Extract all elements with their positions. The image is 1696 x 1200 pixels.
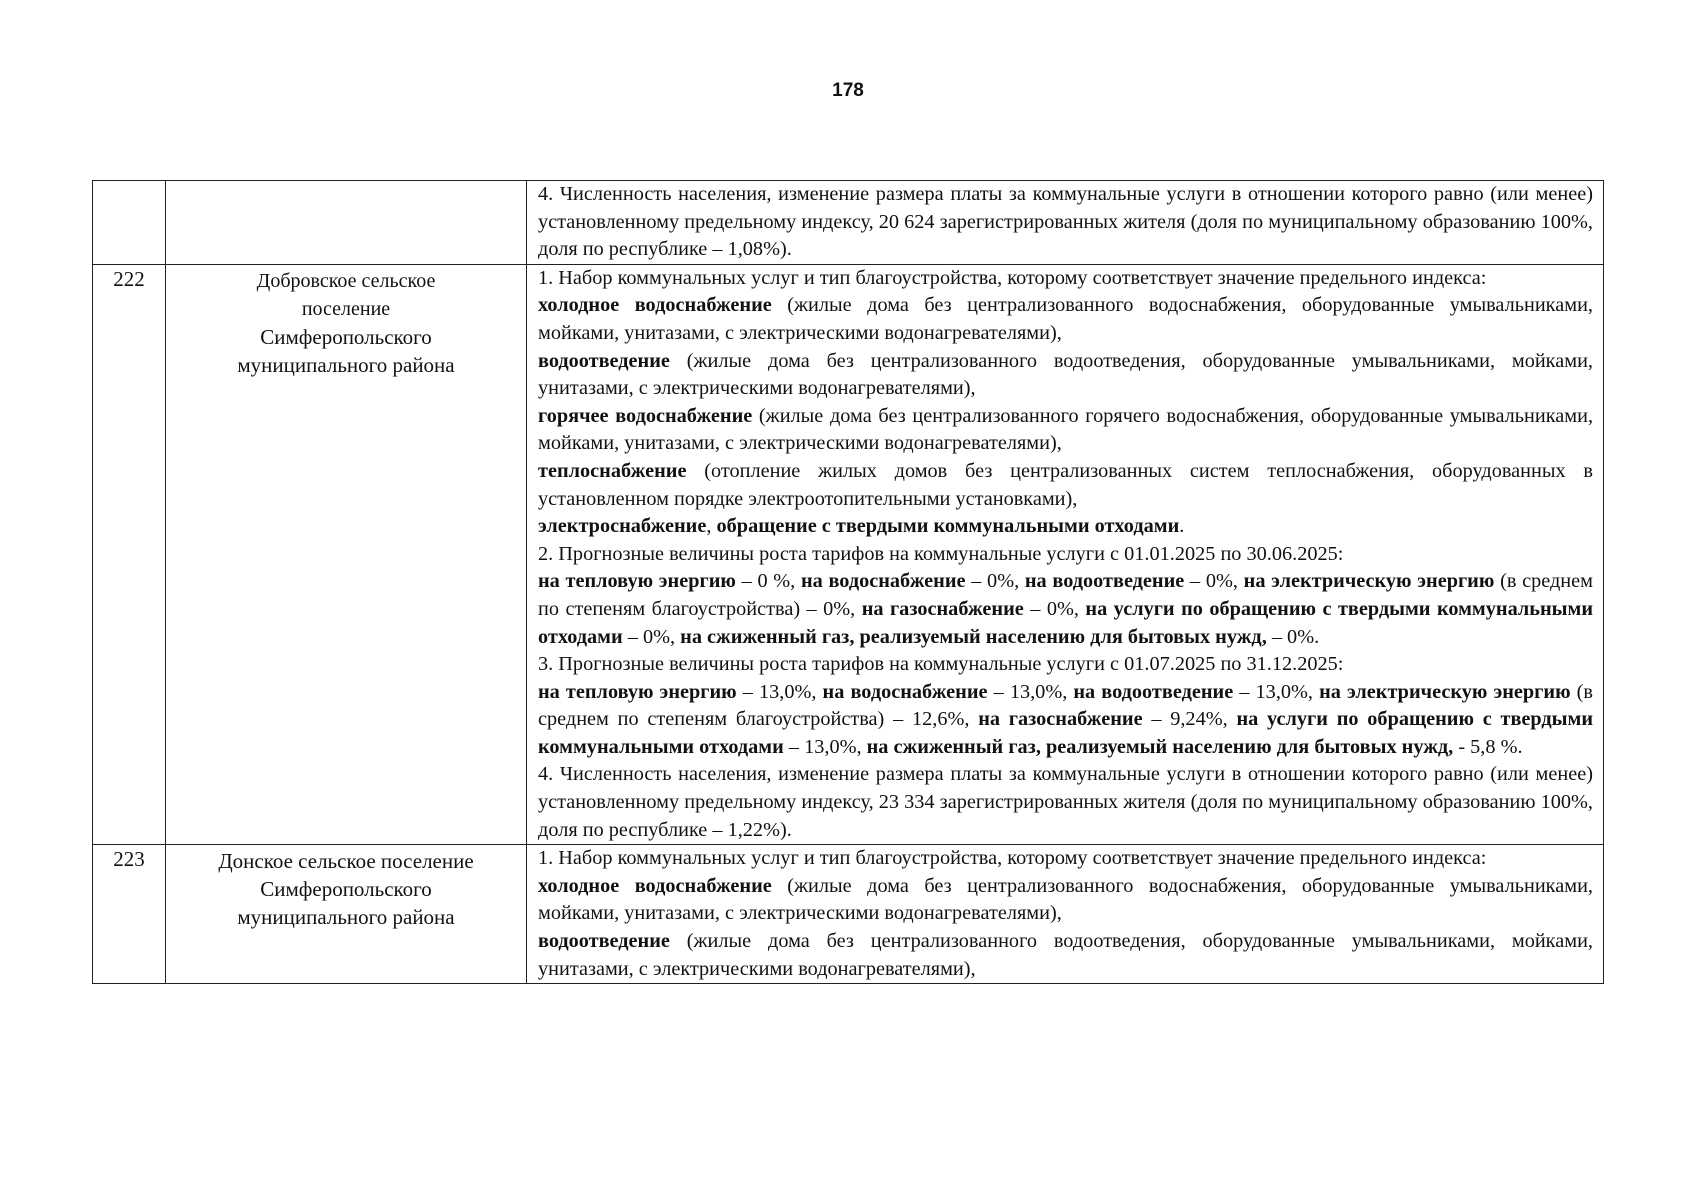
bold-term: на газоснабжение <box>861 597 1024 620</box>
settlement-name-line: Симферопольского <box>260 877 432 902</box>
table-body <box>93 181 1604 984</box>
details-paragraph <box>538 568 1593 651</box>
bold-term: водоотведение <box>538 349 670 372</box>
bold-term: на услуги по обращению с твердыми коммунальными отходами <box>538 708 1594 758</box>
text-run: 4. Численность населения, изменение размера платы за коммунальные услуги в отношении которого равно (или менее) установленному предельному индексу, 20 624 зарегистрированных жителя (доля по муниципальному образованию 100%, доля по республике – 1,08%). <box>538 183 1593 261</box>
bold-term: на услуги по обращению с твердыми коммунальными отходами <box>538 597 1594 648</box>
settlement-name-line: поселение <box>301 297 391 320</box>
settlement-name-cell <box>166 264 527 844</box>
details-paragraph <box>538 348 1593 403</box>
text-run: – 0%. <box>1266 625 1320 648</box>
bold-term: на водоотведение <box>1073 680 1234 703</box>
details-paragraph <box>538 265 1593 293</box>
bold-term: на электрическую энергию <box>1319 680 1571 703</box>
text-run: (в среднем по степеням благоустройства) – 0%, <box>538 570 1593 620</box>
text-run: (жилые дома без централизованного горячего водоснабжения, оборудованные умывальниками, мойками, унитазами, с электрическими водонагревателями), <box>538 404 1594 455</box>
tariff-details-cell <box>527 845 1604 984</box>
text-run: (жилые дома без централизованного водоотведения, оборудованные умывальниками, мойками, унитазами, с электрическими водонагревателями), <box>538 349 1593 400</box>
details-paragraph <box>538 651 1593 679</box>
text-run: – 13,0%, <box>987 680 1074 703</box>
page-number: 178 <box>832 80 864 101</box>
text-run: 3. Прогнозные величины роста тарифов на коммунальные услуги с 01.07.2025 по 31.12.2025: <box>538 653 1344 676</box>
details-paragraph <box>538 679 1593 762</box>
row-number-cell: 223 <box>93 845 166 984</box>
text-run: 1. Набор коммунальных услуг и тип благоустройства, которому соответствует значение предельного индекса: <box>538 847 1487 870</box>
settlement-name-line: муниципального района <box>237 905 455 930</box>
text-run: (жилые дома без централизованного водоснабжения, оборудованные умывальниками, мойками, унитазами, с электрическими водонагревателями), <box>538 294 1593 344</box>
details-paragraph <box>538 541 1593 569</box>
bold-term: на тепловую энергию <box>538 570 736 593</box>
table-row <box>93 264 1604 844</box>
bold-term: на сжиженный газ, реализуемый населению для бытовых нужд, <box>680 625 1267 648</box>
table-row <box>93 845 1604 984</box>
bold-term: на электрическую энергию <box>1243 570 1495 593</box>
settlement-name-cell <box>166 845 527 984</box>
details-paragraph <box>538 458 1593 513</box>
details-paragraph <box>538 845 1593 873</box>
text-run: – 0 %, <box>735 570 801 593</box>
bold-term: холодное водоснабжение <box>538 294 772 317</box>
table-row <box>93 181 1604 265</box>
settlement-name-line: Симферопольского <box>260 324 432 349</box>
details-paragraph <box>538 403 1593 458</box>
text-run: – 9,24%, <box>1142 708 1237 731</box>
tariff-details-cell <box>527 181 1604 265</box>
text-run: (отопление жилых домов без централизованных систем теплоснабжения, оборудованных в установленном порядке электроотопительными установками), <box>538 459 1593 510</box>
details-paragraph <box>538 181 1593 264</box>
bold-term: холодное водоснабжение <box>538 874 772 897</box>
text-run: 4. Численность населения, изменение размера платы за коммунальные услуги в отношении которого равно (или менее) установленному предельному индексу, 23 334 зарегистрированных жителя (доля по муниципальному образованию 100%, доля по республике – 1,22%). <box>538 763 1593 841</box>
text-run: - 5,8 %. <box>1453 735 1523 758</box>
row-number-cell: 222 <box>93 264 166 844</box>
text-run: (жилые дома без централизованного водоотведения, оборудованные умывальниками, мойками, унитазами, с электрическими водонагревателями), <box>538 930 1593 980</box>
settlement-name-line: муниципального района <box>237 352 455 377</box>
bold-term: горячее водоснабжение <box>538 404 753 427</box>
text-run: (жилые дома без централизованного водоснабжения, оборудованные умывальниками, мойками, унитазами, с электрическими водонагревателями), <box>538 874 1593 925</box>
bold-term: водоотведение <box>538 930 670 953</box>
bold-term: на тепловую энергию <box>538 680 737 703</box>
tariff-details-cell <box>527 264 1604 844</box>
text-run: – 13,0%, <box>736 680 823 703</box>
text-run: – 0%, <box>1184 570 1244 593</box>
text-run: – 13,0%, <box>1233 680 1320 703</box>
bold-term: обращение с твердыми коммунальными отходами <box>716 515 1180 538</box>
settlement-name-cell <box>166 181 527 265</box>
settlement-name-line: Донское сельское поселение <box>218 849 474 874</box>
text-run: – 13,0%, <box>783 735 867 758</box>
text-run: (в среднем по степеням благоустройства) – 12,6%, <box>538 680 1593 731</box>
text-run: – 0%, <box>622 625 681 648</box>
municipal-tariff-table <box>92 180 1604 984</box>
text-run: 1. Набор коммунальных услуг и тип благоустройства, которому соответствует значение предельного индекса: <box>538 266 1487 289</box>
details-paragraph <box>538 513 1593 541</box>
text-run: . <box>1179 515 1185 538</box>
details-paragraph <box>538 292 1593 347</box>
bold-term: на сжиженный газ, реализуемый населению для бытовых нужд, <box>866 735 1454 758</box>
text-run: , <box>706 515 717 538</box>
settlement-name-line: Добровское сельское <box>256 269 436 292</box>
details-paragraph <box>538 873 1593 928</box>
bold-term: электроснабжение <box>538 515 707 538</box>
bold-term: на водоотведение <box>1024 570 1185 593</box>
text-run: 2. Прогнозные величины роста тарифов на коммунальные услуги с 01.01.2025 по 30.06.2025: <box>538 542 1344 565</box>
bold-term: на водоснабжение <box>822 680 988 703</box>
bold-term: на газоснабжение <box>978 708 1143 731</box>
text-run: – 0%, <box>965 570 1025 593</box>
text-run: – 0%, <box>1023 597 1086 620</box>
bold-term: на водоснабжение <box>800 570 966 593</box>
bold-term: теплоснабжение <box>538 459 687 482</box>
details-paragraph <box>538 928 1593 983</box>
details-paragraph <box>538 761 1593 844</box>
row-number-cell <box>93 181 166 265</box>
